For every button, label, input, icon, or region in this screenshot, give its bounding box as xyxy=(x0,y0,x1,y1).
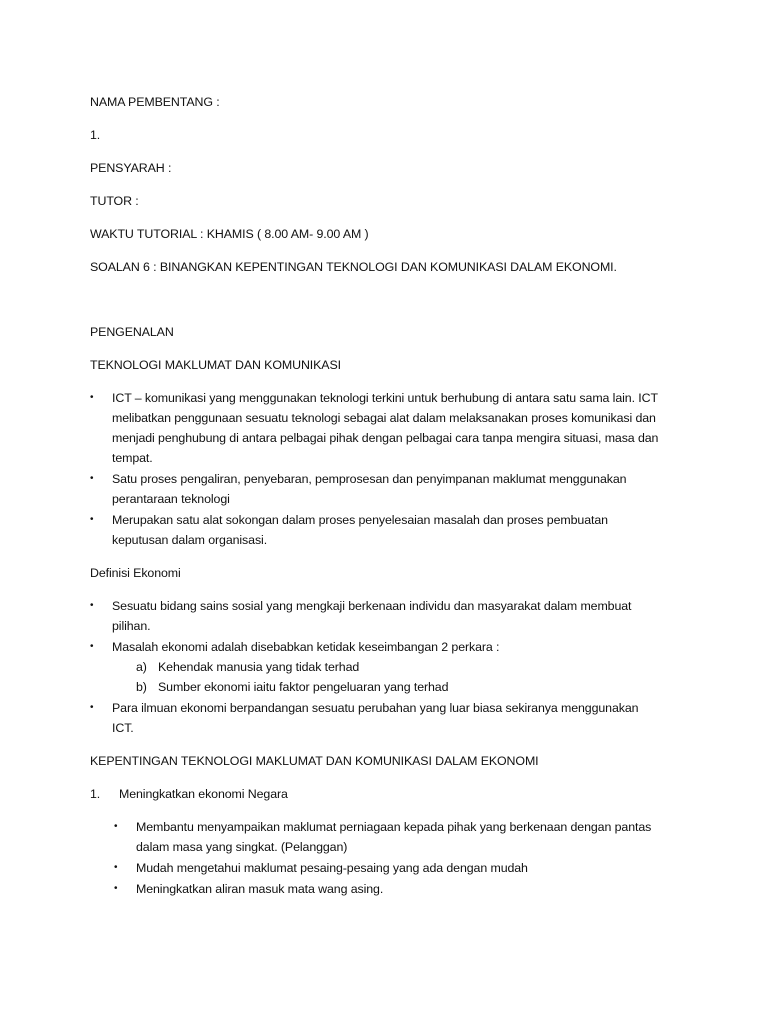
sub-item-a-marker: a) xyxy=(136,660,147,674)
kepentingan-bullet-2: Mudah mengetahui maklumat pesaing-pesaing yang ada dengan mudah xyxy=(136,861,528,875)
bullet-icon: • xyxy=(90,702,94,713)
pengenalan-heading: PENGENALAN xyxy=(90,325,174,339)
definisi-heading: Definisi Ekonomi xyxy=(90,566,181,580)
pengenalan-bullet-2-line-2: perantaraan teknologi xyxy=(112,492,230,506)
pengenalan-bullet-1-line-4: tempat. xyxy=(112,451,153,465)
ict-subheading: TEKNOLOGI MAKLUMAT DAN KOMUNIKASI xyxy=(90,358,341,372)
bullet-icon: • xyxy=(114,883,118,894)
definisi-bullet-3-line-1: Para ilmuan ekonomi berpandangan sesuatu perubahan yang luar biasa sekiranya menggunakan xyxy=(112,701,639,715)
bullet-icon: • xyxy=(114,862,118,873)
definisi-bullet-2: Masalah ekonomi adalah disebabkan ketidak keseimbangan 2 perkara : xyxy=(112,640,500,654)
pensyarah-label: PENSYARAH : xyxy=(90,161,172,175)
bullet-icon: • xyxy=(90,641,94,652)
bullet-icon: • xyxy=(90,392,94,403)
pengenalan-bullet-3-line-1: Merupakan satu alat sokongan dalam proses penyelesaian masalah dan proses pembuatan xyxy=(112,513,608,527)
soalan-title: SOALAN 6 : BINANGKAN KEPENTINGAN TEKNOLOGI DAN KOMUNIKASI DALAM EKONOMI. xyxy=(90,260,617,274)
definisi-bullet-1-line-2: pilihan. xyxy=(112,619,151,633)
kepentingan-bullet-1-line-1: Membantu menyampaikan maklumat perniagaan kepada pihak yang berkenaan dengan pantas xyxy=(136,820,652,834)
sub-item-b-marker: b) xyxy=(136,680,147,694)
pengenalan-bullet-1-line-3: menjadi penghubung di antara pelbagai pihak dengan pelbagai cara tanpa mengira situasi, masa dan xyxy=(112,431,659,445)
kepentingan-bullet-1-line-2: dalam masa yang singkat. (Pelanggan) xyxy=(136,840,348,854)
sub-item-b: Sumber ekonomi iaitu faktor pengeluaran yang terhad xyxy=(158,680,449,694)
bullet-icon: • xyxy=(90,514,94,525)
bullet-icon: • xyxy=(114,821,118,832)
presenter-number: 1. xyxy=(90,128,101,142)
definisi-bullet-1-line-1: Sesuatu bidang sains sosial yang mengkaji berkenaan individu dan masyarakat dalam membuat xyxy=(112,599,632,613)
tutor-label: TUTOR : xyxy=(90,194,139,208)
bullet-icon: • xyxy=(90,600,94,611)
item-1-title: Meningkatkan ekonomi Negara xyxy=(119,787,288,801)
waktu-tutorial: WAKTU TUTORIAL : KHAMIS ( 8.00 AM- 9.00 AM ) xyxy=(90,227,369,241)
item-1-marker: 1. xyxy=(90,787,101,801)
sub-item-a: Kehendak manusia yang tidak terhad xyxy=(158,660,360,674)
kepentingan-bullet-3: Meningkatkan aliran masuk mata wang asing. xyxy=(136,882,384,896)
pengenalan-bullet-3-line-2: keputusan dalam organisasi. xyxy=(112,533,268,547)
kepentingan-heading: KEPENTINGAN TEKNOLOGI MAKLUMAT DAN KOMUNIKASI DALAM EKONOMI xyxy=(90,754,539,768)
bullet-icon: • xyxy=(90,473,94,484)
pengenalan-bullet-2-line-1: Satu proses pengaliran, penyebaran, pemprosesan dan penyimpanan maklumat menggunakan xyxy=(112,472,627,486)
nama-pembentang-label: NAMA PEMBENTANG : xyxy=(90,95,220,109)
pengenalan-bullet-1-line-1: ICT – komunikasi yang menggunakan teknologi terkini untuk berhubung di antara satu sama lain. ICT xyxy=(112,391,658,405)
pengenalan-bullet-1-line-2: melibatkan penggunaan sesuatu teknologi sebagai alat dalam melaksanakan proses komunikasi dan xyxy=(112,411,656,425)
definisi-bullet-3-line-2: ICT. xyxy=(112,721,134,735)
